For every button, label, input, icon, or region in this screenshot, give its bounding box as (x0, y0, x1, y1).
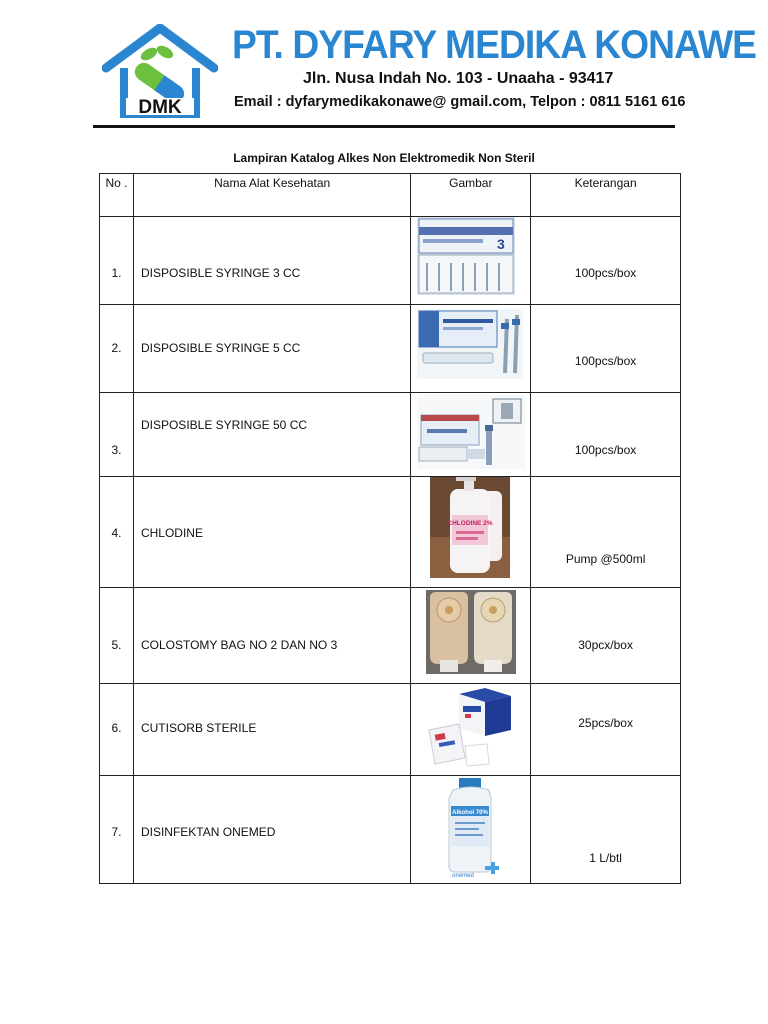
row-name: DISINFEKTAN ONEMED (133, 776, 410, 884)
table-row (100, 588, 681, 684)
logo-text: DMK (138, 97, 182, 118)
row-name: DISPOSIBLE SYRINGE 3 CC (133, 217, 410, 305)
row-image (411, 305, 531, 393)
company-logo (102, 24, 218, 118)
row-name: CHLODINE (133, 477, 410, 588)
header-notes: Keterangan (531, 174, 681, 217)
row-name: COLOSTOMY BAG NO 2 DAN NO 3 (133, 588, 410, 684)
company-name: PT. DYFARY MEDIKA KONAWE (232, 23, 757, 67)
catalog-table (99, 173, 681, 884)
row-no: 1. (100, 217, 134, 305)
document-title: Lampiran Katalog Alkes Non Elektromedik Non Steril (233, 151, 535, 165)
row-image (411, 588, 531, 684)
table-header-row (100, 174, 681, 217)
row-name: DISPOSIBLE SYRINGE 50 CC (133, 393, 410, 477)
header-no: No . (100, 174, 134, 217)
row-notes: 100pcs/box (531, 305, 681, 393)
syringe-50cc-box-image (417, 395, 525, 469)
colostomy-bags-image (426, 590, 516, 674)
table-row (100, 477, 681, 588)
disinfectant-brand-text: onemed (452, 873, 475, 878)
company-address: Jln. Nusa Indah No. 103 - Unaaha - 93417 (303, 70, 614, 87)
row-notes: 100pcs/box (531, 217, 681, 305)
row-no: 3. (100, 393, 134, 477)
chlodine-bottles-image (430, 477, 510, 578)
row-name: CUTISORB STERILE (133, 684, 410, 776)
row-image (411, 393, 531, 477)
row-no: 7. (100, 776, 134, 884)
letterhead (0, 0, 768, 140)
row-image (411, 684, 531, 776)
syringe-5cc-box-image (417, 309, 523, 379)
header-name: Nama Alat Kesehatan (133, 174, 410, 217)
row-no: 4. (100, 477, 134, 588)
disinfectant-label-text: Alkohol 70% (452, 810, 489, 816)
row-no: 2. (100, 305, 134, 393)
row-image (411, 776, 531, 884)
row-name: DISPOSIBLE SYRINGE 5 CC (133, 305, 410, 393)
cutisorb-box-image (425, 686, 517, 770)
row-notes: 1 L/btl (531, 776, 681, 884)
row-no: 6. (100, 684, 134, 776)
header-divider (93, 125, 675, 128)
row-notes: 30pcx/box (531, 588, 681, 684)
table-row (100, 217, 681, 305)
chlodine-label-text: CHLODINE 2% (447, 520, 493, 527)
svg-text:3: 3 (497, 236, 506, 252)
row-image (411, 477, 531, 588)
row-notes: 100pcs/box (531, 393, 681, 477)
syringe-3cc-box-image (417, 217, 515, 295)
disinfectant-bottle-image (441, 778, 501, 878)
table-row (100, 684, 681, 776)
company-contact: Email : dyfarymedikakonawe@ gmail.com, Telpon : 0811 5161 616 (234, 94, 686, 110)
table-row (100, 776, 681, 884)
row-no: 5. (100, 588, 134, 684)
row-notes: Pump @500ml (531, 477, 681, 588)
table-row (100, 305, 681, 393)
row-image (411, 217, 531, 305)
row-notes: 25pcs/box (531, 684, 681, 776)
table-row (100, 393, 681, 477)
header-image: Gambar (411, 174, 531, 217)
